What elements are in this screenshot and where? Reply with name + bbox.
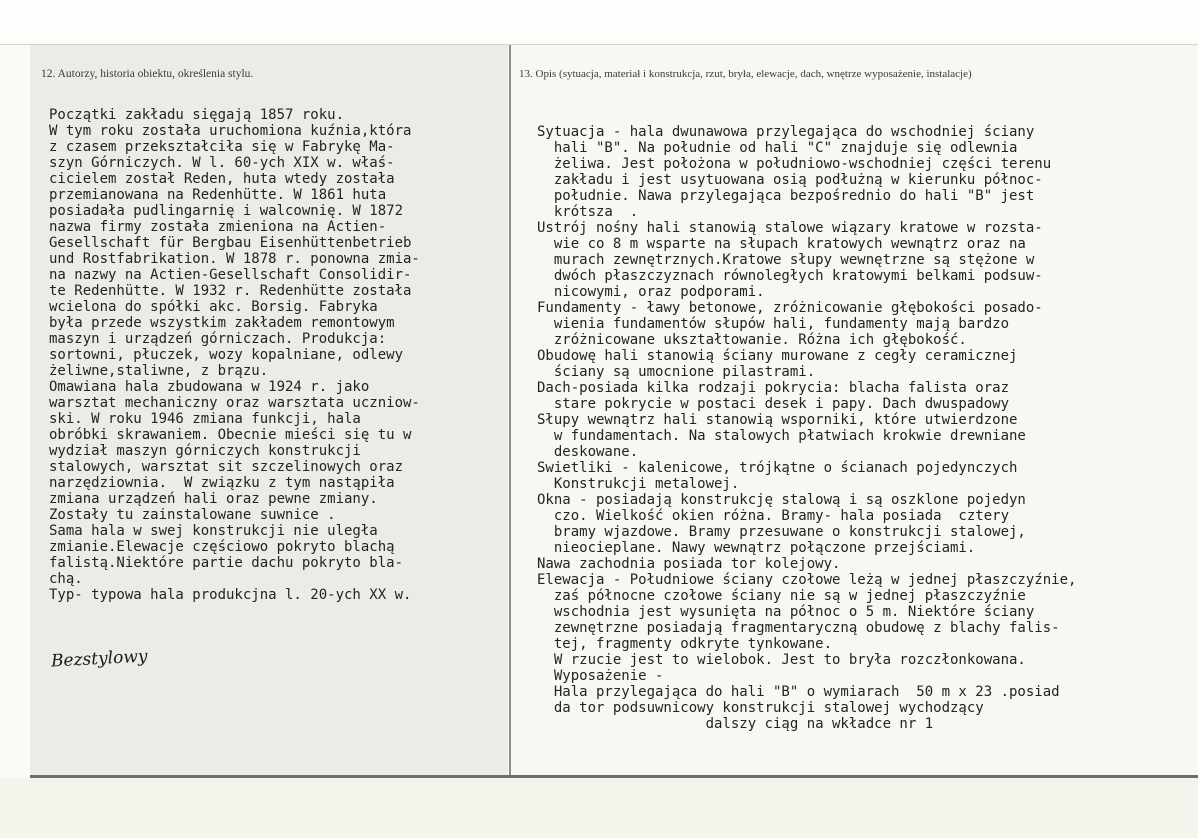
- text-line: zaś północne czołowe ściany nie są w jednej płaszczyźnie: [537, 588, 1026, 604]
- section-12-header: 12. Autorzy, historia obiektu, określenia stylu.: [41, 68, 254, 80]
- text-line: Elewacja - Południowe ściany czołowe leżą w jednej płaszczyźnie,: [537, 572, 1077, 588]
- text-line: warsztat mechaniczny oraz warsztata uczniow-: [49, 395, 420, 411]
- column-divider: [509, 45, 511, 780]
- text-line: Hala przylegająca do hali "B" o wymiarach 50 m x 23 .posiad: [537, 684, 1060, 700]
- text-line: bramy wjazdowe. Bramy przesuwane o konstrukcji stalowej,: [537, 524, 1026, 540]
- handwritten-style-note: Bezstylowy: [50, 646, 148, 672]
- text-line: Sytuacja - hala dwunawowa przylegająca do wschodniej ściany: [537, 124, 1035, 140]
- text-line: deskowane.: [537, 444, 639, 460]
- text-line: murach zewnętrznych.Kratowe słupy wewnętrzne są stężone w: [537, 252, 1035, 268]
- text-line: południe. Nawa przylegająca bezpośrednio do hali "B" jest: [537, 188, 1035, 204]
- text-line: Dach-posiada kilka rodzaji pokrycia: blacha falista oraz: [537, 380, 1010, 396]
- text-line: Typ- typowa hala produkcjna l. 20-ych XX w.: [49, 587, 412, 603]
- text-line: zakładu i jest usytuowana osią podłużną w kierunku północ-: [537, 172, 1043, 188]
- text-line: und Rostfabrikation. W 1878 r. ponowna zmia-: [49, 251, 420, 267]
- text-line: Nawa zachodnia posiada tor kolejowy.: [537, 556, 841, 572]
- text-line: z czasem przekształciła się w Fabrykę Ma-: [49, 139, 395, 155]
- text-line: maszyn i urządzeń górniczach. Produkcja:: [49, 331, 387, 347]
- history-text: [49, 107, 420, 603]
- text-line: stalowych, warsztat sit szczelinowych oraz: [49, 459, 404, 475]
- text-line: Ustrój nośny hali stanowią stalowe wiązary kratowe w rozsta-: [537, 220, 1043, 236]
- text-line: Wyposażenie -: [537, 668, 664, 684]
- text-line: dwóch płaszczyznach równoległych kratowymi belkami podsuw-: [537, 268, 1043, 284]
- text-line: wcielona do spółki akc. Borsig. Fabryka: [49, 299, 378, 315]
- text-line: W rzucie jest to wielobok. Jest to bryła rozczłonkowana.: [537, 652, 1026, 668]
- text-line: Obudowę hali stanowią ściany murowane z cegły ceramicznej: [537, 348, 1018, 364]
- section-13-header: 13. Opis (sytuacja, materiał i konstrukcja, rzut, bryła, elewacje, dach, wnętrze wyposażenie, instalacje): [519, 68, 972, 80]
- text-line: Swietliki - kalenicowe, trójkątne o ścianach pojedynczych: [537, 460, 1018, 476]
- text-line: Fundamenty - ławy betonowe, zróżnicowanie głębokości posado-: [537, 300, 1043, 316]
- text-line: Gesellschaft für Bergbau Eisenhüttenbetrieb: [49, 235, 412, 251]
- text-line: Konstrukcji metalowej.: [537, 476, 740, 492]
- text-line: żeliwne,staliwne, z brązu.: [49, 363, 269, 379]
- text-line: te Redenhütte. W 1932 r. Redenhütte została: [49, 283, 412, 299]
- sheet-top-margin: [0, 0, 1198, 44]
- text-line: W tym roku została uruchomiona kuźnia,która: [49, 123, 412, 139]
- text-line: tej, fragmenty odkryte tynkowane.: [537, 636, 833, 652]
- text-line: zmiana urządzeń hali oraz pewne zmiany.: [49, 491, 378, 507]
- text-line: Omawiana hala zbudowana w 1924 r. jako: [49, 379, 370, 395]
- text-line: czo. Wielkość okien różna. Bramy- hala posiada cztery: [537, 508, 1010, 524]
- text-line: ski. W roku 1946 zmiana funkcji, hala: [49, 411, 361, 427]
- text-line: Okna - posiadają konstrukcję stalową i są oszklone pojedyn: [537, 492, 1026, 508]
- text-line: hali "B". Na południe od hali "C" znajduje się odlewnia: [537, 140, 1018, 156]
- text-line: zróżnicowane ukształtowanie. Różna ich głębokość.: [537, 332, 967, 348]
- text-line: ściany są umocnione pilastrami.: [537, 364, 816, 380]
- text-line: wie co 8 m wsparte na słupach kratowych wewnątrz oraz na: [537, 236, 1026, 252]
- text-line: Początki zakładu sięgają 1857 roku.: [49, 107, 345, 123]
- text-line: da tor podsuwnicowy konstrukcji stalowej wychodzący: [537, 700, 984, 716]
- text-line: Słupy wewnątrz hali stanowią wsporniki, które utwierdzone: [537, 412, 1018, 428]
- text-line: była przede wszystkim zakładem remontowym: [49, 315, 395, 331]
- text-line: szyn Górniczych. W l. 60-ych XIX w. właś-: [49, 155, 395, 171]
- text-line: posiadała pudlingarnię i walcownię. W 1872: [49, 203, 404, 219]
- description-text: [537, 124, 1076, 732]
- text-line: stare pokrycie w postaci desek i papy. Dach dwuspadowy: [537, 396, 1010, 412]
- text-line: cicielem został Reden, huta wtedy została: [49, 171, 395, 187]
- text-line: wienia fundamentów słupów hali, fundamenty mają bardzo: [537, 316, 1010, 332]
- sheet-bottom-margin: [0, 778, 1198, 838]
- text-line: obróbki skrawaniem. Obecnie mieści się tu w: [49, 427, 412, 443]
- text-line: narzędziownia. W związku z tym nastąpiła: [49, 475, 395, 491]
- text-line: Zostały tu zainstalowane suwnice .: [49, 507, 336, 523]
- text-line: żeliwa. Jest położona w południowo-wschodniej części terenu: [537, 156, 1052, 172]
- text-line: zewnętrzne posiadają fragmentaryczną obudowę z blachy falis-: [537, 620, 1060, 636]
- text-line: nicowymi, oraz podporami.: [537, 284, 765, 300]
- text-line: falistą.Niektóre partie dachu pokryto bla-: [49, 555, 404, 571]
- text-line: krótsza .: [537, 204, 639, 220]
- text-line: Sama hala w swej konstrukcji nie uległa: [49, 523, 378, 539]
- text-line: nazwa firmy została zmieniona na Actien-: [49, 219, 387, 235]
- text-line: sortowni, płuczek, wozy kopalniane, odlewy: [49, 347, 404, 363]
- text-line: nieocieplane. Nawy wewnątrz połączone przejściami.: [537, 540, 976, 556]
- text-line: na nazwy na Actien-Gesellschaft Consolidir-: [49, 267, 412, 283]
- text-line: wydział maszyn górniczych konstrukcji: [49, 443, 361, 459]
- text-line: wschodnia jest wysunięta na północ o 5 m. Niektóre ściany: [537, 604, 1035, 620]
- text-line: w fundamentach. Na stalowych płatwiach krokwie drewniane: [537, 428, 1026, 444]
- text-line: przemianowana na Redenhütte. W 1861 huta: [49, 187, 387, 203]
- text-line: dalszy ciąg na wkładce nr 1: [537, 716, 934, 732]
- text-line: zmianie.Elewacje częściowo pokryto blachą: [49, 539, 395, 555]
- text-line: chą.: [49, 571, 83, 587]
